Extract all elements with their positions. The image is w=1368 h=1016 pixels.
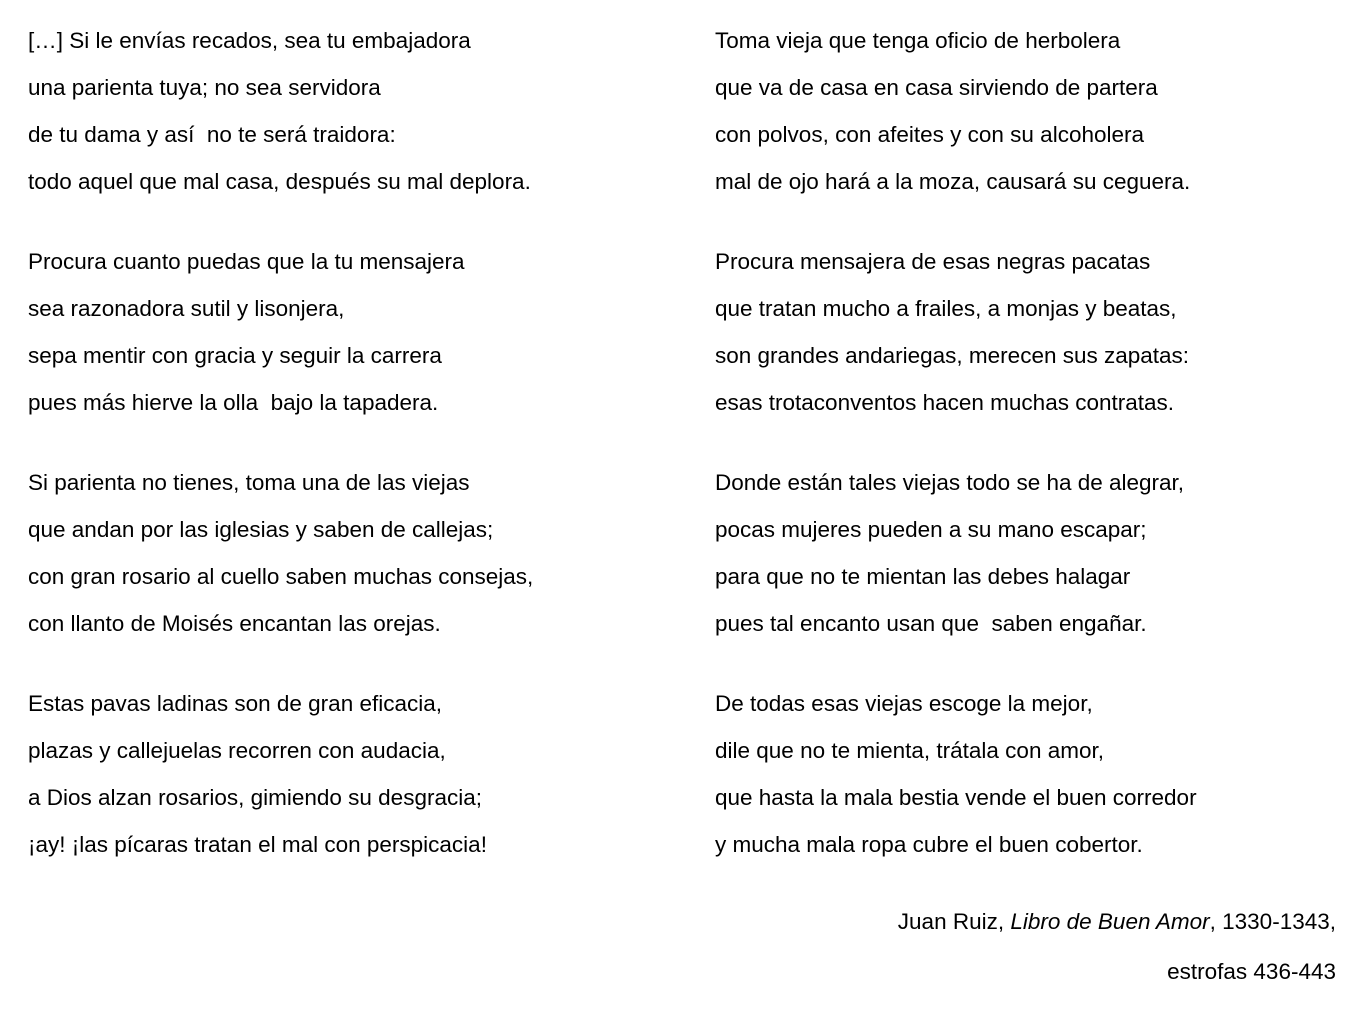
verse-line: Donde están tales viejas todo se ha de alegrar, [715, 470, 1185, 495]
stanza [28, 238, 668, 426]
verse-line: son grandes andariegas, merecen sus zapatas: [715, 343, 1190, 368]
verse-line: que va de casa en casa sirviendo de partera [715, 75, 1158, 100]
stanza [28, 17, 668, 205]
verse-line: pocas mujeres pueden a su mano escapar; [715, 517, 1147, 542]
verse-line: pues más hierve la olla bajo la tapadera. [28, 390, 439, 415]
verse-line: De todas esas viejas escoge la mejor, [715, 691, 1093, 716]
verse-line: y mucha mala ropa cubre el buen cobertor. [715, 832, 1143, 857]
verse-line: […] Si le envías recados, sea tu embajadora [28, 28, 471, 53]
verse-line: pues tal encanto usan que saben engañar. [715, 611, 1147, 636]
stanza [28, 459, 668, 647]
verse-line: a Dios alzan rosarios, gimiendo su desgracia; [28, 785, 482, 810]
verse-line: plazas y callejuelas recorren con audacia, [28, 738, 446, 763]
verse-line: ¡ay! ¡las pícaras tratan el mal con perspicacia! [28, 832, 487, 857]
citation-stanzas: estrofas 436-443 [1167, 959, 1336, 984]
verse-line: Toma vieja que tenga oficio de herbolera [715, 28, 1121, 53]
citation-source-line [898, 897, 1336, 947]
citation-work-title: Libro de Buen Amor [1010, 909, 1210, 934]
verse-line: sepa mentir con gracia y seguir la carrera [28, 343, 442, 368]
stanza [715, 238, 1335, 426]
citation [898, 897, 1336, 997]
verse-line: todo aquel que mal casa, después su mal deplora. [28, 169, 531, 194]
verse-line: con gran rosario al cuello saben muchas consejas, [28, 564, 534, 589]
verse-line: Si parienta no tienes, toma una de las viejas [28, 470, 470, 495]
verse-line: mal de ojo hará a la moza, causará su ceguera. [715, 169, 1191, 194]
verse-line: Estas pavas ladinas son de gran eficacia, [28, 691, 442, 716]
stanza [28, 680, 668, 868]
verse-line: Procura mensajera de esas negras pacatas [715, 249, 1151, 274]
verse-line: que tratan mucho a frailes, a monjas y beatas, [715, 296, 1177, 321]
poem-left-column [28, 17, 668, 901]
verse-line: una parienta tuya; no sea servidora [28, 75, 381, 100]
citation-author: Juan Ruiz, [897, 909, 1011, 934]
stanza [715, 17, 1335, 205]
stanza [715, 459, 1335, 647]
verse-line: esas trotaconventos hacen muchas contratas. [715, 390, 1175, 415]
verse-line: con polvos, con afeites y con su alcoholera [715, 122, 1145, 147]
verse-line: con llanto de Moisés encantan las orejas. [28, 611, 441, 636]
verse-line: para que no te mientan las debes halagar [715, 564, 1131, 589]
poem-right-column [715, 17, 1335, 901]
citation-years: , 1330-1343, [1209, 909, 1336, 934]
stanza [715, 680, 1335, 868]
verse-line: que hasta la mala bestia vende el buen corredor [715, 785, 1197, 810]
verse-line: dile que no te mienta, trátala con amor, [715, 738, 1104, 763]
verse-line: que andan por las iglesias y saben de callejas; [28, 517, 494, 542]
verse-line: sea razonadora sutil y lisonjera, [28, 296, 345, 321]
verse-line: Procura cuanto puedas que la tu mensajera [28, 249, 465, 274]
verse-line: de tu dama y así no te será traidora: [28, 122, 396, 147]
